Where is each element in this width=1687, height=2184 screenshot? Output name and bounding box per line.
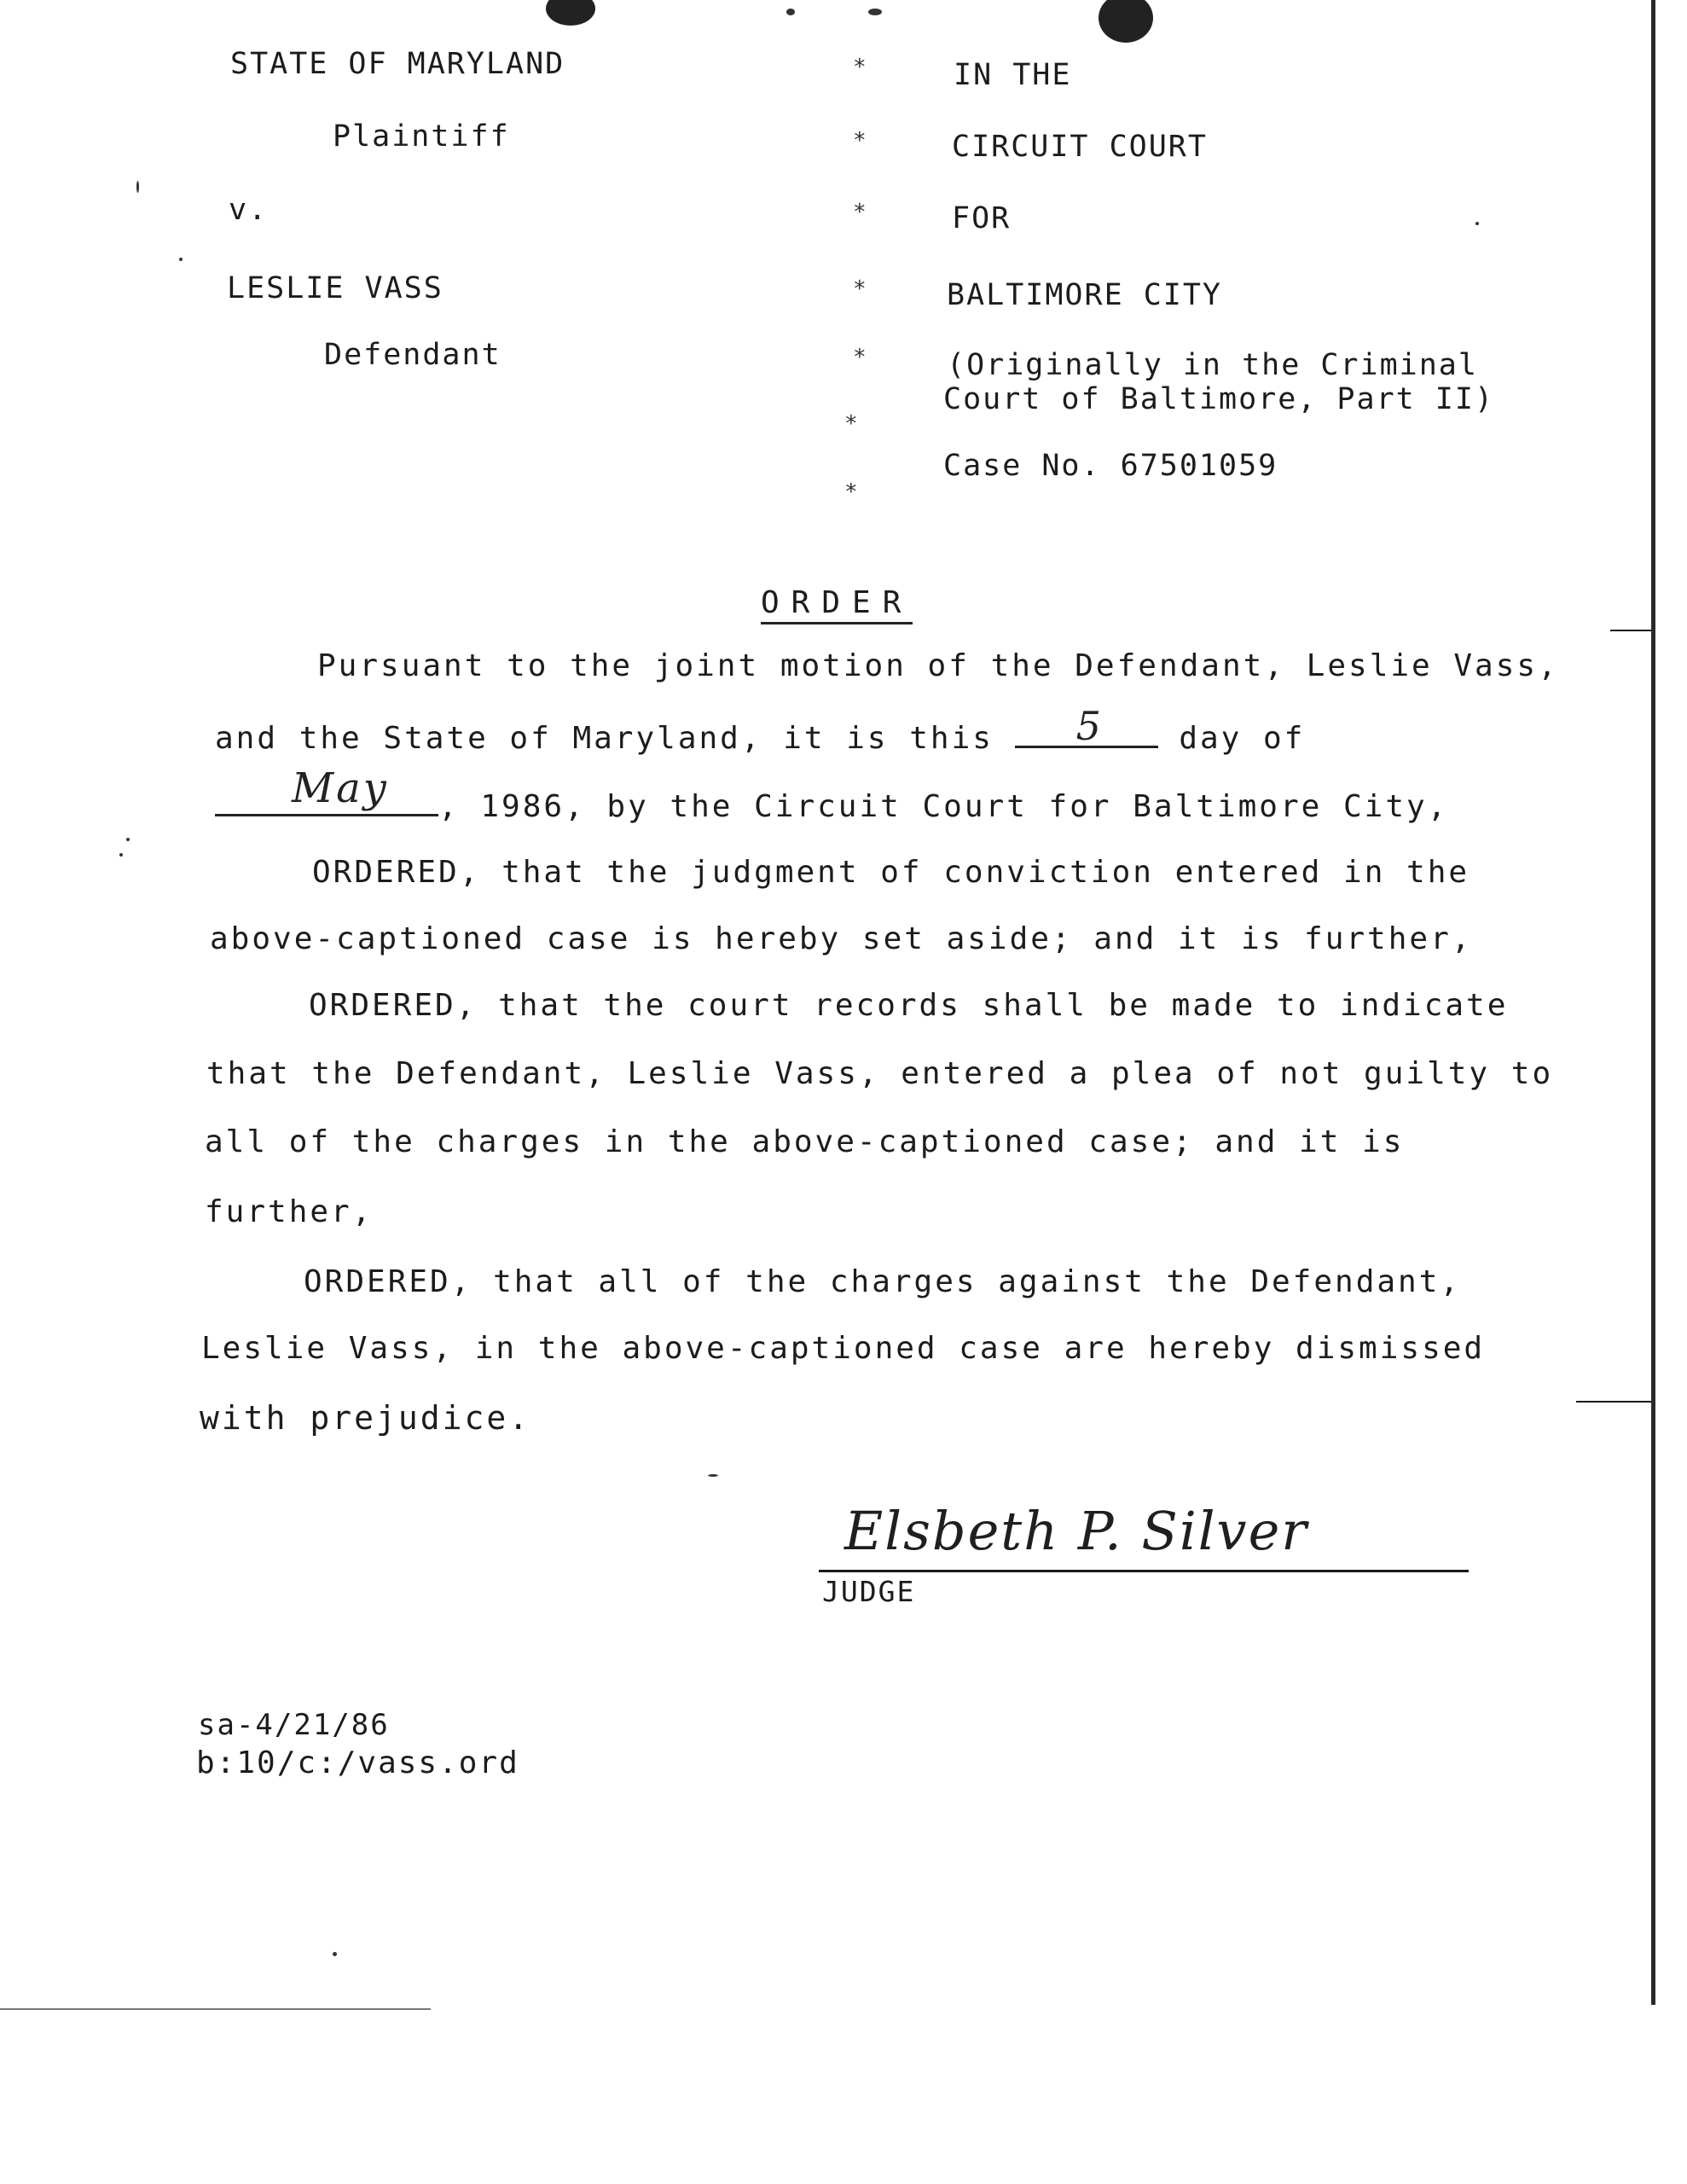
defendant-role: Defendant bbox=[324, 338, 501, 372]
speck bbox=[333, 1952, 337, 1956]
body-line: all of the charges in the above-captioned case; and it is bbox=[205, 1124, 1405, 1159]
document-title: ORDER bbox=[761, 585, 913, 624]
court-line-baltimore-city: BALTIMORE CITY bbox=[947, 278, 1223, 312]
scan-edge-mark bbox=[1610, 630, 1651, 631]
court-line-in-the: IN THE bbox=[954, 58, 1072, 92]
body-line: that the Defendant, Leslie Vass, entered a plea of not guilty to bbox=[206, 1056, 1554, 1091]
body-line: with prejudice. bbox=[200, 1399, 531, 1437]
month-blank bbox=[215, 764, 438, 816]
body-line: above-captioned case is hereby set aside; and it is further, bbox=[210, 921, 1473, 956]
speck bbox=[708, 1474, 718, 1477]
body-line: ORDERED, that the court records shall be made to indicate bbox=[309, 988, 1509, 1023]
signature-label: JUDGE bbox=[822, 1575, 916, 1608]
speck bbox=[1475, 222, 1479, 225]
caption-divider-star: * bbox=[853, 128, 867, 154]
plaintiff-name: STATE OF MARYLAND bbox=[230, 47, 565, 81]
versus-label: v. bbox=[229, 193, 269, 227]
speck bbox=[136, 181, 139, 193]
caption-divider-star: * bbox=[853, 200, 867, 225]
punch-hole-left bbox=[546, 0, 595, 26]
body-line-month bbox=[215, 764, 1449, 824]
plaintiff-role: Plaintiff bbox=[333, 119, 510, 154]
body-line-date bbox=[215, 703, 1306, 756]
court-line-originally: (Originally in the Criminal bbox=[947, 348, 1478, 382]
body-text: day of bbox=[1179, 721, 1306, 756]
day-blank bbox=[1015, 703, 1158, 749]
footer-ref-date: sa-4/21/86 bbox=[198, 1708, 390, 1742]
footer-ref-file: b:10/c:/vass.ord bbox=[196, 1745, 519, 1780]
body-line: Leslie Vass, in the above-captioned case are hereby dismissed bbox=[201, 1331, 1486, 1366]
caption-divider-star: * bbox=[853, 276, 867, 302]
scan-edge-line bbox=[1651, 0, 1655, 2005]
caption-divider-star: * bbox=[853, 55, 867, 80]
caption-divider-star: * bbox=[844, 479, 858, 505]
court-line-part-ii: Court of Baltimore, Part II) bbox=[943, 382, 1495, 416]
caption-divider-star: * bbox=[853, 345, 867, 370]
body-line: ORDERED, that all of the charges against the Defendant, bbox=[304, 1264, 1462, 1299]
signature-line bbox=[819, 1570, 1469, 1572]
scan-bottom-line bbox=[0, 2008, 431, 2010]
month-handwritten: May bbox=[292, 764, 389, 812]
punch-hole-right bbox=[1099, 0, 1153, 43]
speck bbox=[179, 258, 183, 261]
speck bbox=[126, 838, 130, 841]
day-handwritten: 5 bbox=[1075, 703, 1104, 749]
speck bbox=[786, 9, 795, 15]
body-line: further, bbox=[205, 1194, 374, 1229]
body-text: , 1986, by the Circuit Court for Baltimore City, bbox=[438, 789, 1449, 824]
body-text: and the State of Maryland, it is this bbox=[215, 721, 994, 756]
case-number: Case No. 67501059 bbox=[943, 449, 1278, 483]
judge-signature: Elsbeth P. Silver bbox=[844, 1500, 1308, 1562]
scan-edge-mark bbox=[1576, 1401, 1651, 1403]
caption-divider-star: * bbox=[844, 411, 858, 437]
defendant-name: LESLIE VASS bbox=[227, 271, 443, 305]
speck bbox=[868, 9, 882, 15]
speck bbox=[119, 853, 123, 857]
body-line: Pursuant to the joint motion of the Defendant, Leslie Vass, bbox=[317, 648, 1559, 683]
body-line: ORDERED, that the judgment of conviction entered in the bbox=[312, 855, 1470, 890]
court-line-for: FOR bbox=[952, 201, 1012, 235]
court-line-circuit-court: CIRCUIT COURT bbox=[952, 130, 1208, 164]
